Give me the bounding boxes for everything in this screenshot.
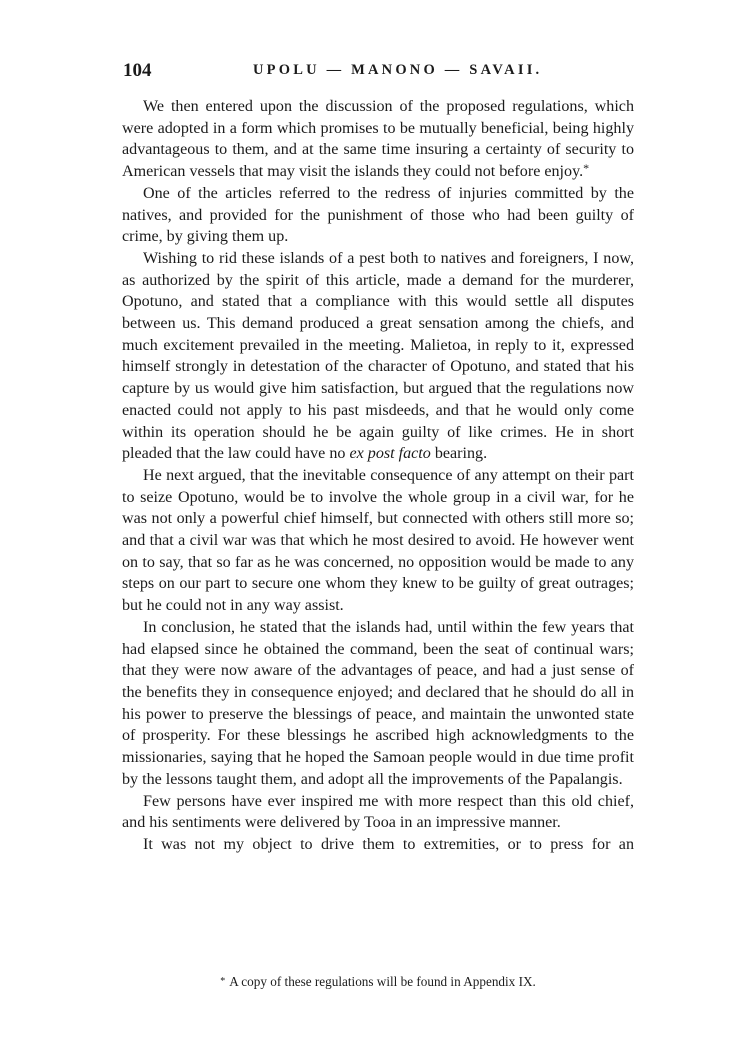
body-text <box>122 96 634 856</box>
paragraph: He next argued, that the inevitable consequence of any attempt on their part to seize Opotuno, would be to involve the whole group in a civil war, for he was not only a powerful chief himself, but connected with others still more so; and that a civil war was that which he most desired to avoid. He however went on to say, that so far as he was concerned, no opposition would be made to any steps on our part to secure one whom they knew to be guilty of great outrages; but he could not in any way assist. <box>122 466 634 615</box>
running-head <box>123 60 633 86</box>
running-title: UPOLU — MANONO — SAVAII. <box>253 62 543 78</box>
paragraph-text: We then entered upon the discussion of the proposed regulations, which were adopted in a form which promises to be mutually beneficial, being highly advantageous to them, and at the same time insuring a certainty of security to American vessels that may visit the islands they could not before enjoy. <box>122 98 634 181</box>
footnote-reference: * <box>583 161 590 176</box>
paragraph: One of the articles referred to the redress of injuries committed by the natives, and provided for the punishment of those who had been guilty of crime, by giving them up. <box>122 184 634 246</box>
footnote-marker: * <box>220 976 226 987</box>
paragraph-text-tail: bearing. <box>430 445 488 463</box>
paragraph <box>122 96 634 183</box>
page-number: 104 <box>123 60 152 81</box>
paragraph <box>122 248 634 465</box>
paragraph: In conclusion, he stated that the islands had, until within the few years that had elapsed since he obtained the command, been the seat of continual wars; that they were now aware of the advantages of peace, and had a just sense of the benefits they in consequence enjoyed; and declared that he should do all in his power to preserve the blessings of peace, and maintain the unwonted state of prosperity. For these blessings he ascribed high acknowledgments to the missionaries, saying that he hoped the Samoan people would in due time profit by the lessons taught them, and adopt all the improvements of the Papalangis. <box>122 618 634 788</box>
paragraph: It was not my object to drive them to extremities, or to press for an <box>143 835 634 853</box>
footnote-text: A copy of these regulations will be found in Appendix IX. <box>229 974 536 989</box>
footnote <box>122 973 634 991</box>
paragraph-text: Wishing to rid these islands of a pest both to natives and foreigners, I now, as authorized by the spirit of this article, made a demand for the murderer, Opotuno, and stated that a compliance with this would settle all disputes between us. This demand produced a great sensation among the chiefs, and much excitement prevailed in the meeting. Malietoa, in reply to it, expressed himself strongly in detestation of the character of Opotuno, and stated that his capture by us would give him satisfaction, but argued that the regulations now enacted could not apply to his past misdeeds, and that he would only come within its operation should he be again guilty of like crimes. He in short pleaded that the law could have no <box>122 249 634 463</box>
italic-phrase: ex post facto <box>349 445 431 463</box>
paragraph: Few persons have ever inspired me with more respect than this old chief, and his sentiments were delivered by Tooa in an impressive manner. <box>122 792 634 832</box>
